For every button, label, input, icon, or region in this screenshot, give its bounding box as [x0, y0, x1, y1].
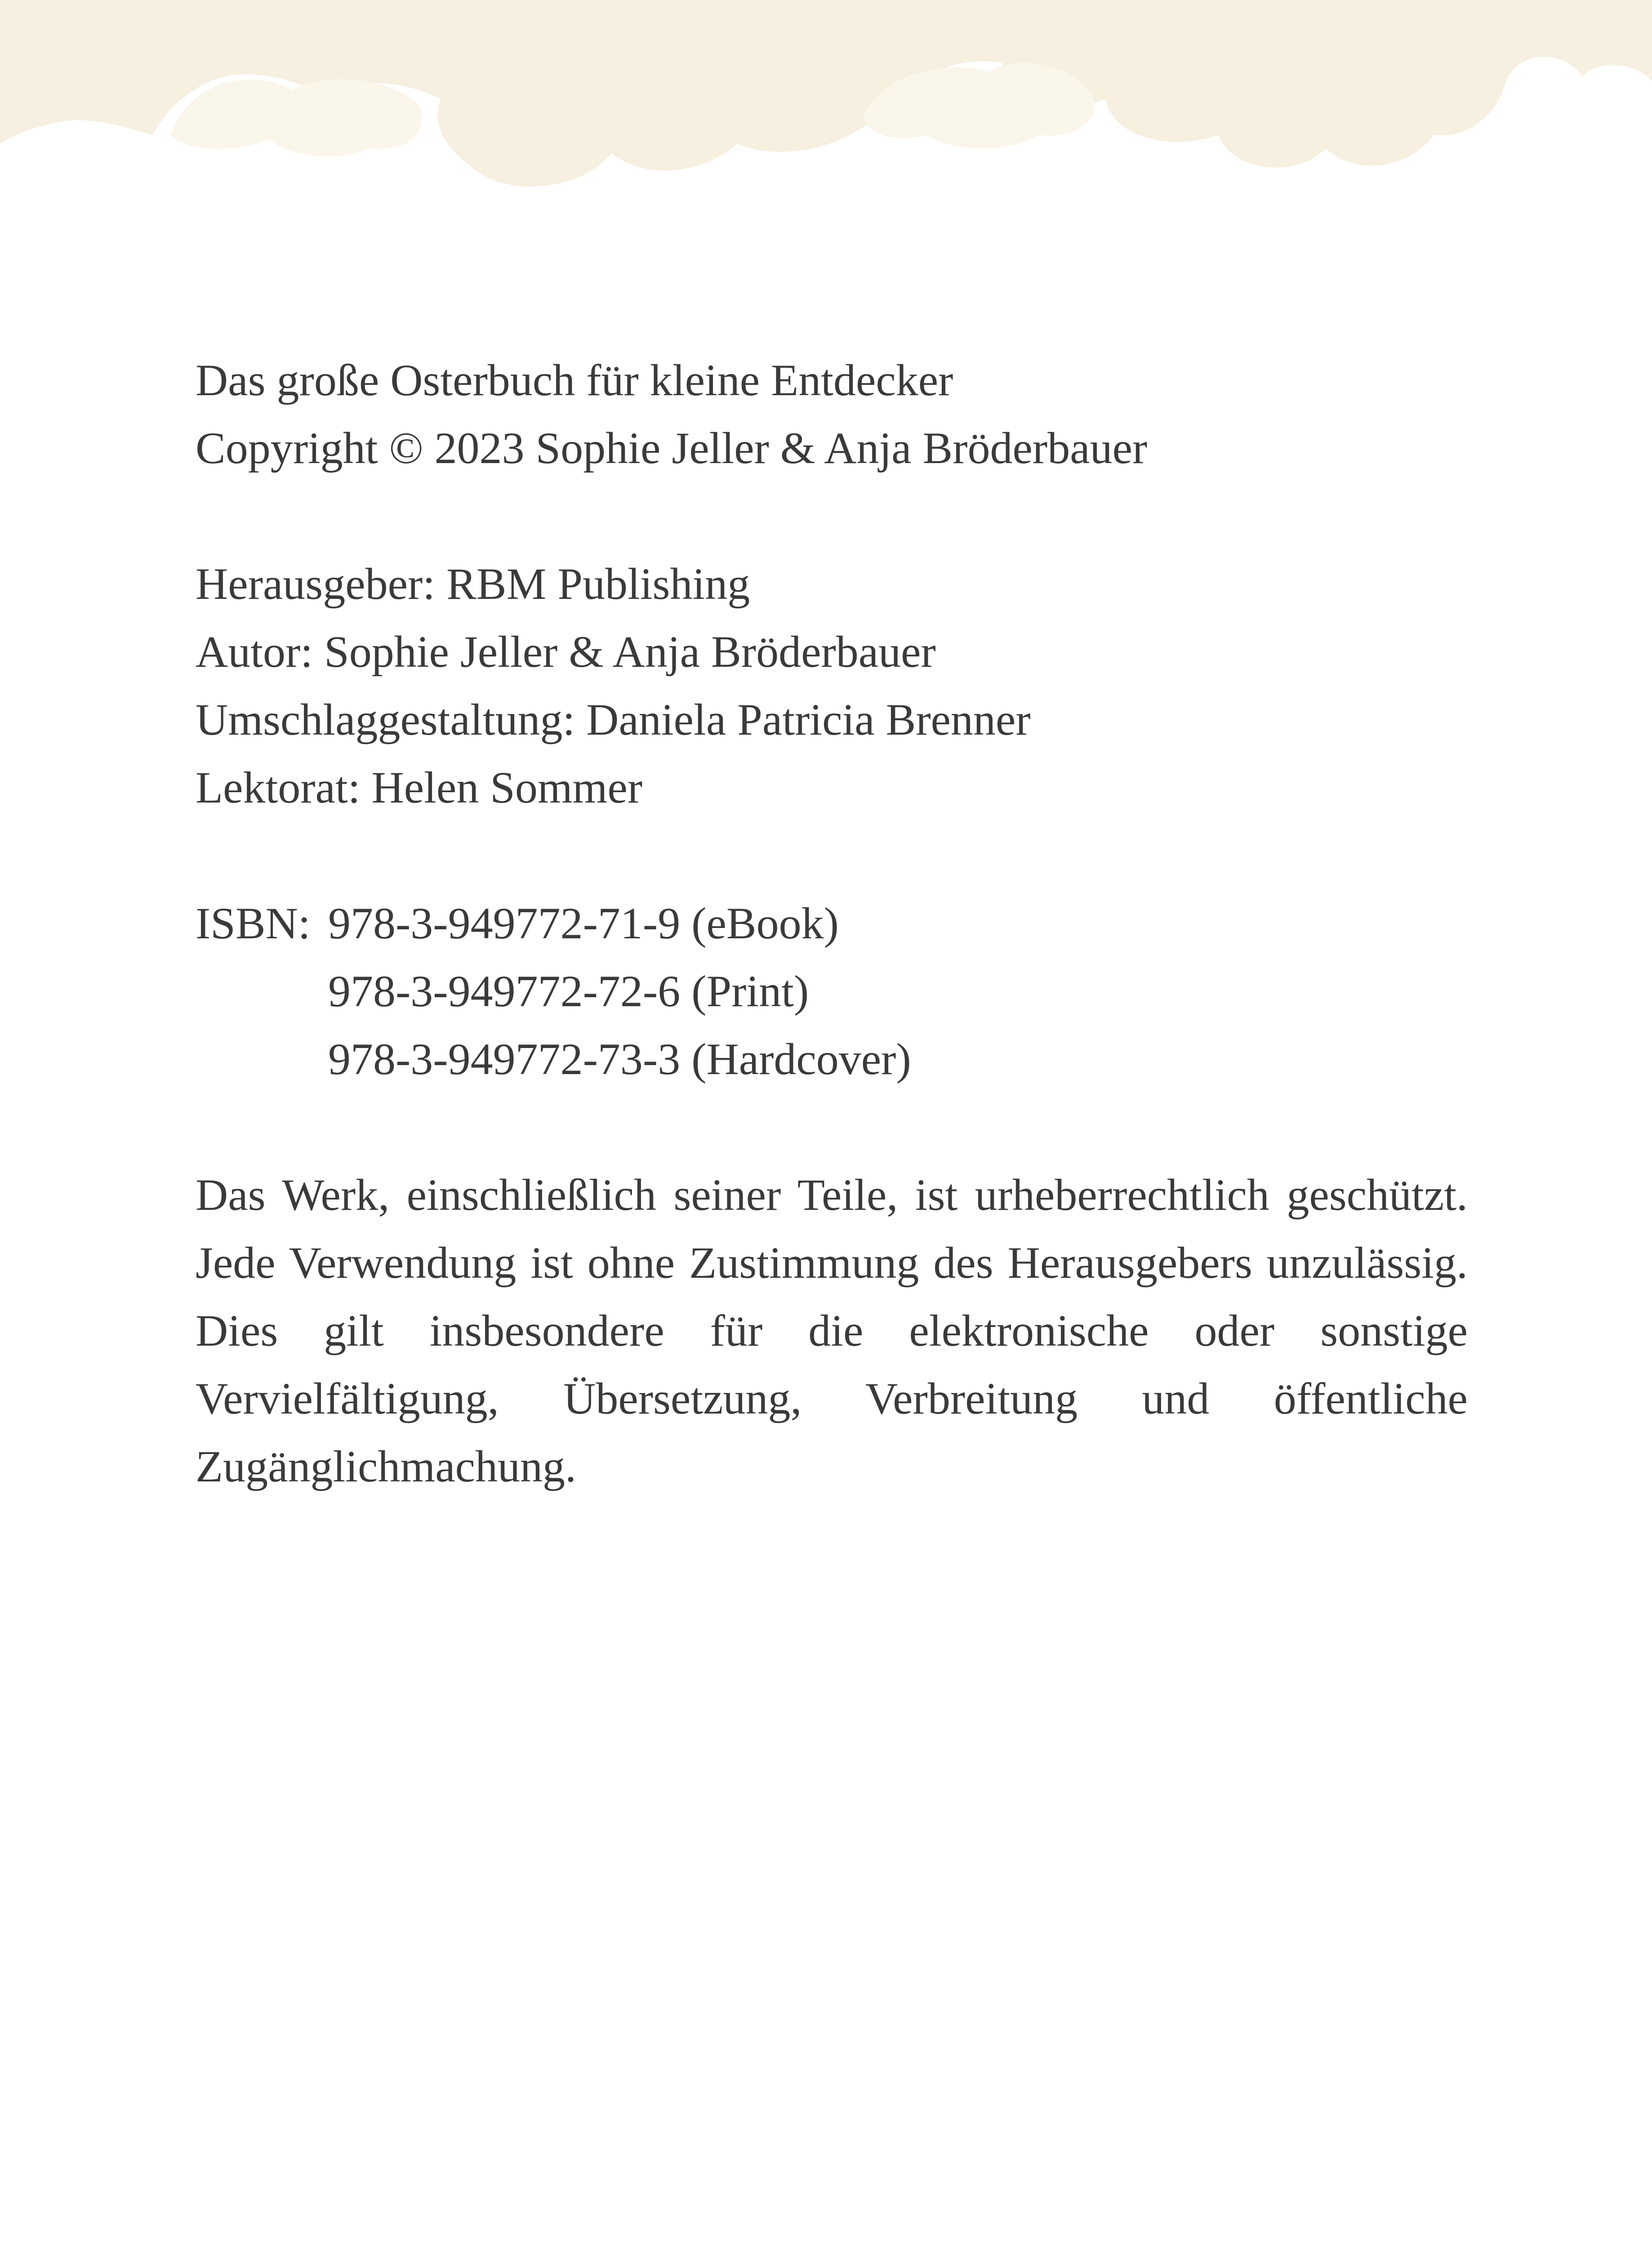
isbn-print: 978-3-949772-72-6 (Print): [328, 966, 809, 1016]
credits-block: [196, 550, 1468, 821]
isbn-hardcover: 978-3-949772-73-3 (Hardcover): [328, 1034, 911, 1084]
isbn-row: [196, 889, 1468, 957]
isbn-ebook: 978-3-949772-71-9 (eBook): [328, 898, 839, 948]
isbn-row: [196, 957, 1468, 1025]
village-hills-illustration: [0, 2221, 1652, 2248]
imprint-page-text: [196, 346, 1468, 1500]
publisher-line: Herausgeber: RBM Publishing: [196, 559, 750, 609]
title-block: [196, 346, 1468, 482]
cover-design-line: Umschlaggestaltung: Daniela Patricia Brenner: [196, 695, 1031, 745]
isbn-row: [196, 1025, 1468, 1093]
isbn-label: ISBN:: [196, 898, 311, 948]
legal-notice-paragraph: Das Werk, einschließlich seiner Teile, ist urheberrechtlich geschützt. Jede Verwendung ist ohne Zustimmung des Herausgebers unzulässig. Dies gilt insbesondere für die elektronische oder sonstige Vervielfältigung, Übersetzung, Verbreitung und öffentliche Zugänglichmachung.: [196, 1170, 1468, 1491]
book-title-line: Das große Osterbuch für kleine Entdecker: [196, 355, 953, 405]
editor-line: Lektorat: Helen Sommer: [196, 763, 643, 812]
cloud-highlight: [171, 79, 422, 156]
isbn-block: [196, 889, 1468, 1093]
cloud-border-illustration: [0, 0, 1652, 252]
copyright-line: Copyright © 2023 Sophie Jeller & Anja Bröderbauer: [196, 423, 1148, 473]
author-line: Autor: Sophie Jeller & Anja Bröderbauer: [196, 627, 936, 677]
